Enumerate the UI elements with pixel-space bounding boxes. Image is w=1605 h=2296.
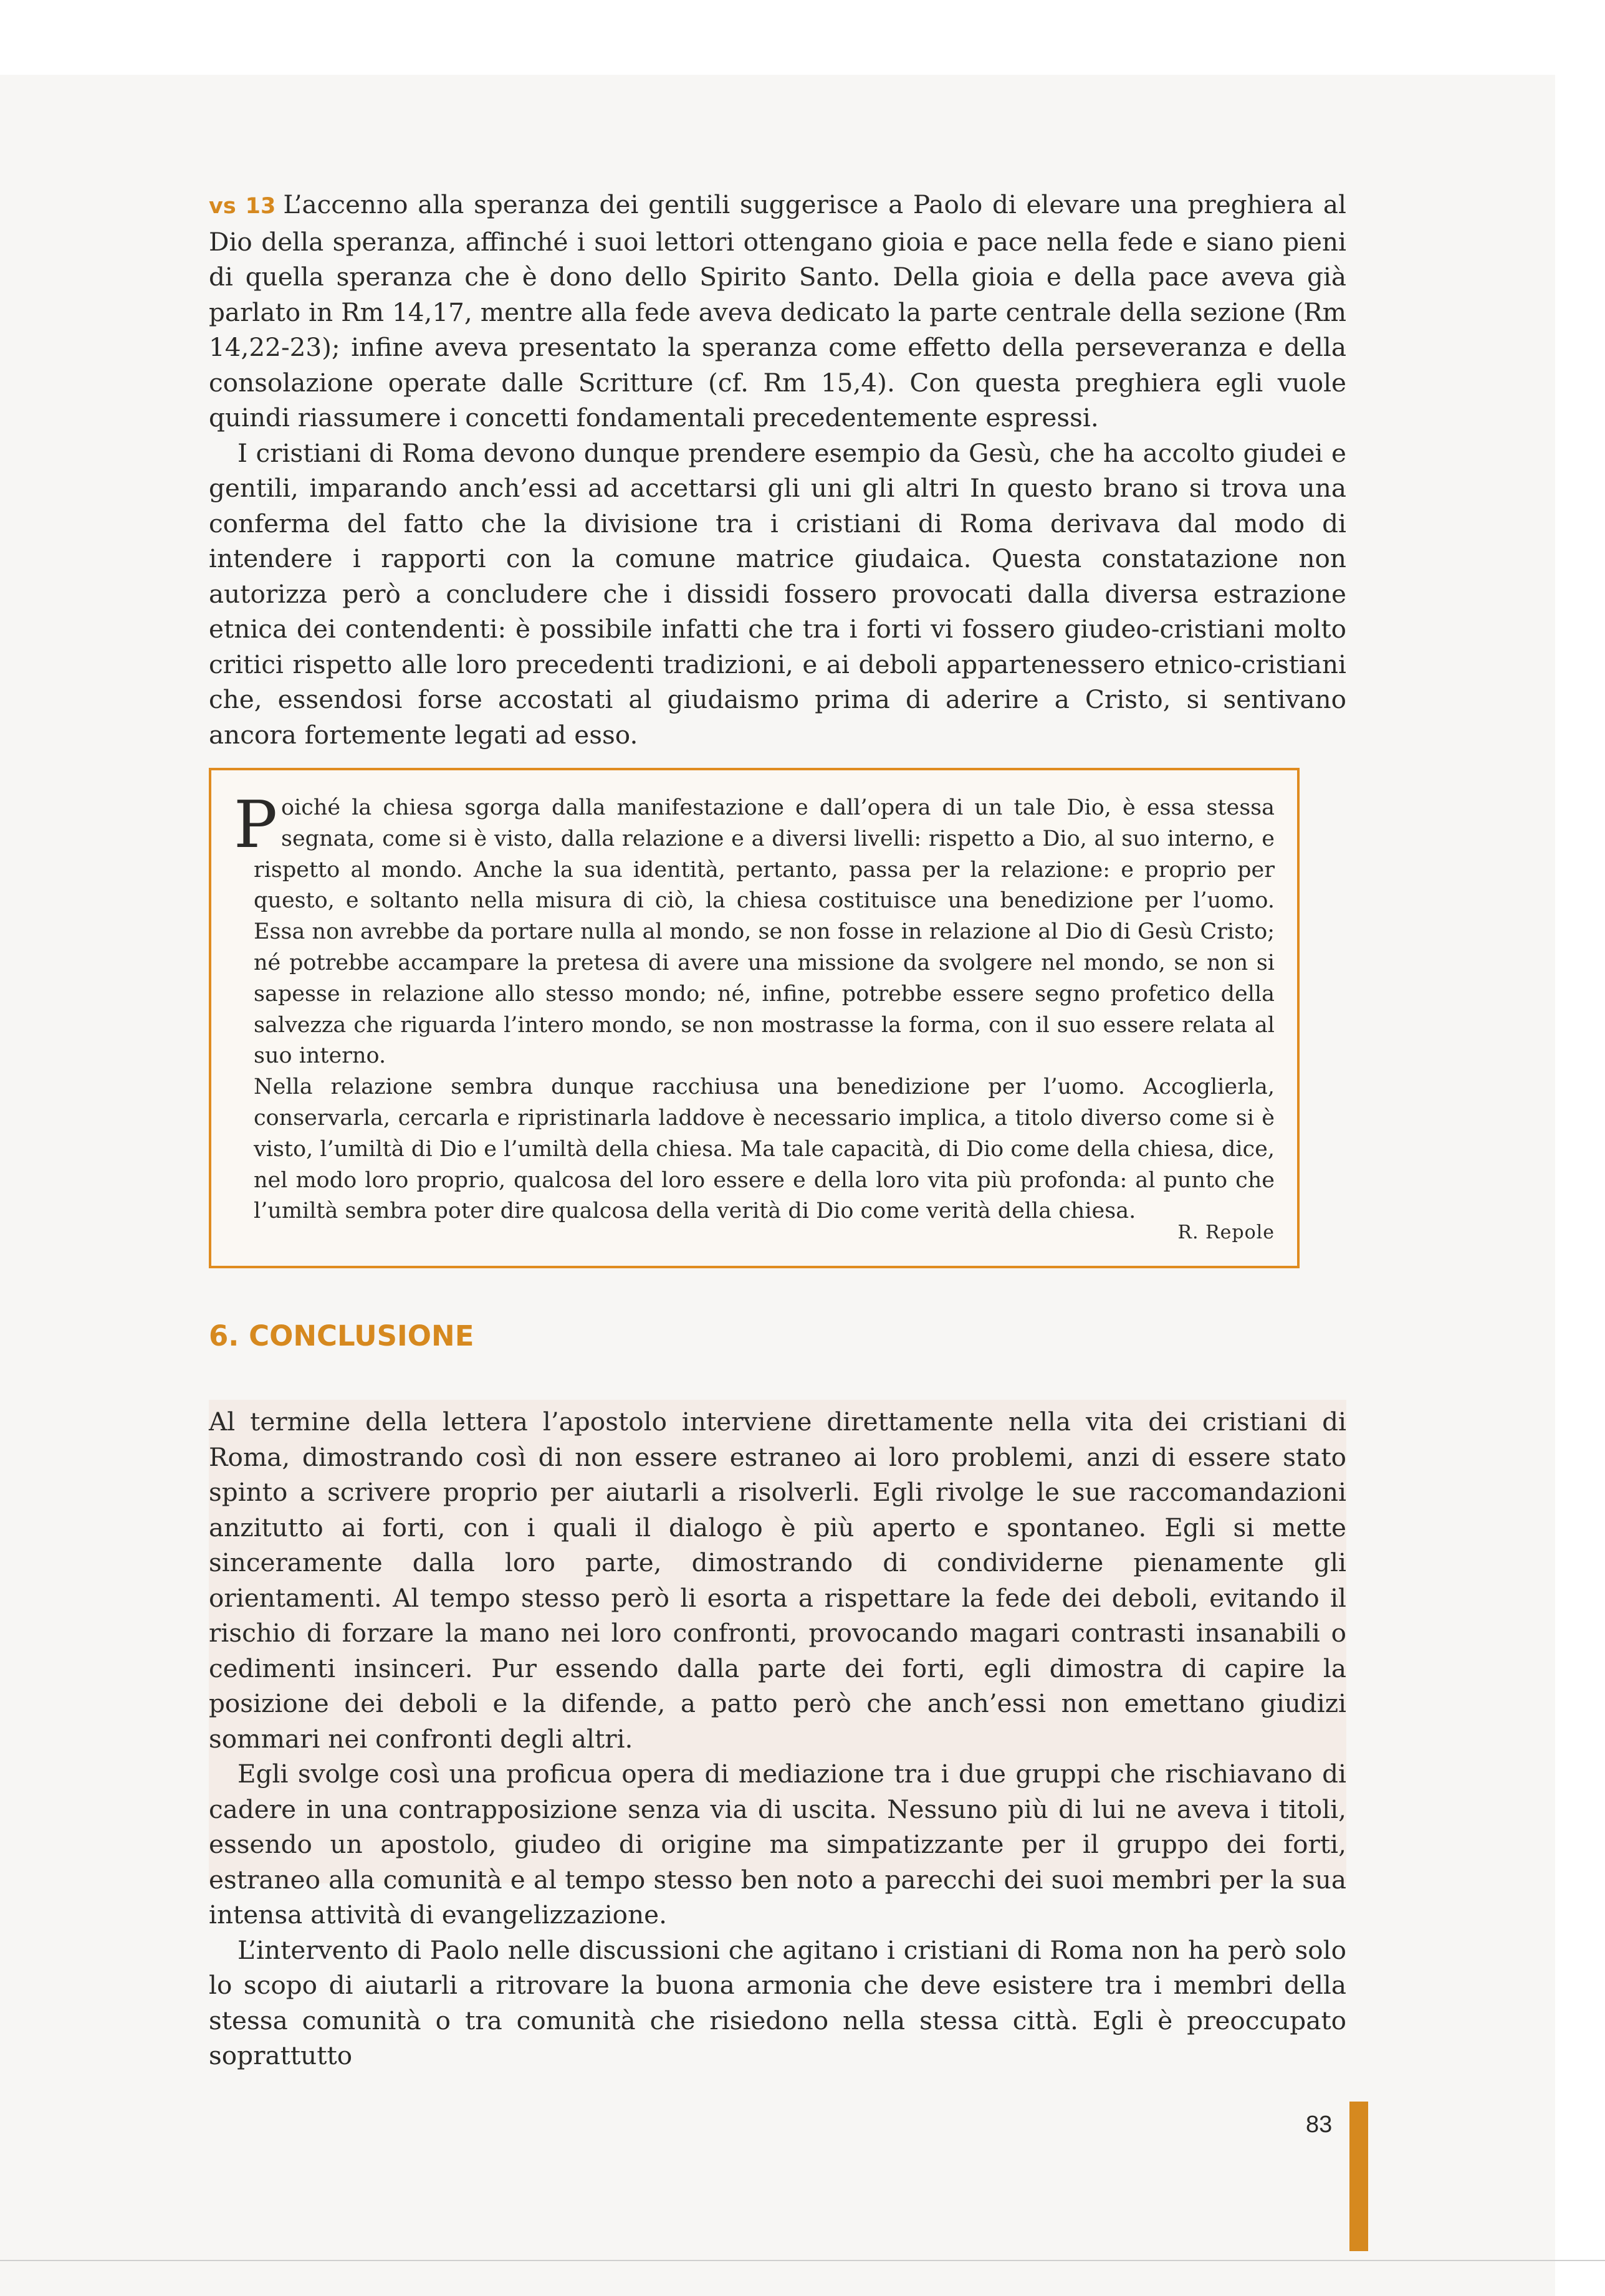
- quote-paragraph-2: Nella relazione sembra dunque racchiusa una benedizione per l’uomo. Accoglierla, conservarla, cercarla e ripristinarla laddove è necessario implica, a titolo diverso come si è visto, l’umiltà di Dio e l’umiltà della chiesa. Ma tale capacità, di Dio come della chiesa, dice, nel modo loro proprio, qualcosa del loro essere e della loro vita più profonda: al punto che l’umiltà sembra poter dire qualcosa della verità di Dio come verità della chiesa.: [254, 1074, 1275, 1224]
- conclusion-paragraph-3: L’intervento di Paolo nelle discussioni che agitano i cristiani di Roma non ha però solo lo scopo di aiutarli a ritrovare la buona armonia che deve esistere tra i membri della stessa comunità o tra comunità che risiedono nella stessa città. Egli è preoccupato soprattutto: [209, 1935, 1346, 2070]
- intro-paragraph-2: I cristiani di Roma devono dunque prendere esempio da Gesù, che ha accolto giudei e gentili, imparando anch’essi ad accettarsi gli uni gli altri In questo brano si trova una conferma del fatto che la divisione tra i cristiani di Roma derivava dal modo di intendere i rapporti con la comune matrice giudaica. Questa constatazione non autorizza però a concludere che i dissidi fossero provocati dalla diversa estrazione etnica dei contendenti: è possibile infatti che tra i forti vi fossero giudeo-cristiani molto critici rispetto alle loro precedenti tradizioni, e ai deboli appartenessero etnico-cristiani che, essendosi forse accostati al giudaismo prima di aderire a Cristo, si sentivano ancora fortemente legati ad esso.: [209, 438, 1346, 750]
- quote-paragraph-1: [234, 787, 1275, 1072]
- conclusion-paragraph-1: Al termine della lettera l’apostolo interviene direttamente nella vita dei cristiani di Roma, dimostrando così di non essere estraneo ai loro problemi, anzi di essere stato spinto a scrivere proprio per aiutarli a risolverli. Egli rivolge le sue raccomandazioni anzitutto ai forti, con i quali il dialogo è più aperto e spontaneo. Egli si mette sinceramente dalla loro parte, dimostrando di condividerne pienamente gli orientamenti. Al tempo stesso però li esorta a rispettare la fede dei deboli, evitando il rischio di forzare la mano nei loro confronti, provocando magari contrasti insanabili o cedimenti insinceri. Pur essendo dalla parte dei forti, egli dimostra di capire la posizione dei deboli e la difende, a patto però che anch’essi non emettano giudizi sommari nei confronti degli altri.: [209, 1407, 1346, 1754]
- conclusion-text: [209, 1404, 1346, 2074]
- section-title: 6. CONCLUSIONE: [209, 1319, 474, 1352]
- intro-text: [209, 187, 1346, 752]
- quote-author: R. Repole: [1177, 1222, 1275, 1243]
- intro-paragraph-1: [209, 187, 1346, 436]
- verse-label: vs 13: [209, 194, 276, 219]
- quote-paragraph-1-text: oiché la chiesa sgorga dalla manifestazione e dall’opera di un tale Dio, è essa stessa segnata, come si è visto, dalla relazione e a diversi livelli: rispetto a Dio, al suo interno, e rispetto al mondo. Anche la sua identità, pertanto, passa per la relazione: e proprio per questo, e soltanto nella misura di ciò, la chiesa costituisce una benedizione per l’uomo. Essa non avrebbe da portare nulla al mondo, se non fosse in relazione al Dio di Gesù Cristo; né potrebbe accampare la pretesa di avere una missione da svolgere nel mondo, se non si sapesse in relazione allo stesso mondo; né, infine, potrebbe essere segno profetico della salvezza che riguarda l’intero mondo, se non mostrasse la forma, con il suo essere relata al suo interno.: [254, 795, 1275, 1069]
- page-number-bar: [1349, 2102, 1368, 2251]
- conclusion-paragraph-2: Egli svolge così una proficua opera di mediazione tra i due gruppi che rischiavano di cadere in una contrapposizione senza via di uscita. Nessuno più di lui ne aveva i titoli, essendo un apostolo, giudeo di origine ma simpatizzante per il gruppo dei forti, estraneo alla comunità e al tempo stesso ben noto a parecchi dei suoi membri per la sua intensa attività di evangelizzazione.: [209, 1759, 1346, 1930]
- bottom-rule: [0, 2260, 1605, 2261]
- intro-paragraph-1-text: L’accenno alla speranza dei gentili suggerisce a Paolo di elevare una preghiera al Dio della speranza, affinché i suoi lettori ottengano gioia e pace nella fede e siano pieni di quella speranza che è dono dello Spirito Santo. Della gioia e della pace aveva già parlato in Rm 14,17, mentre alla fede aveva dedicato la parte centrale della sezione (Rm 14,22-23); infine aveva presentato la speranza come effetto della perseveranza e della consolazione operate dalle Scritture (cf. Rm 15,4). Con questa preghiera egli vuole quindi riassumere i concetti fondamentali precedentemente espressi.: [209, 189, 1347, 433]
- page-number: 83: [1306, 2112, 1333, 2138]
- page-top-margin: [0, 0, 1605, 75]
- quote-box: [209, 768, 1300, 1268]
- page-right-margin: [1555, 0, 1605, 2296]
- quote-drop-cap: P: [234, 787, 277, 863]
